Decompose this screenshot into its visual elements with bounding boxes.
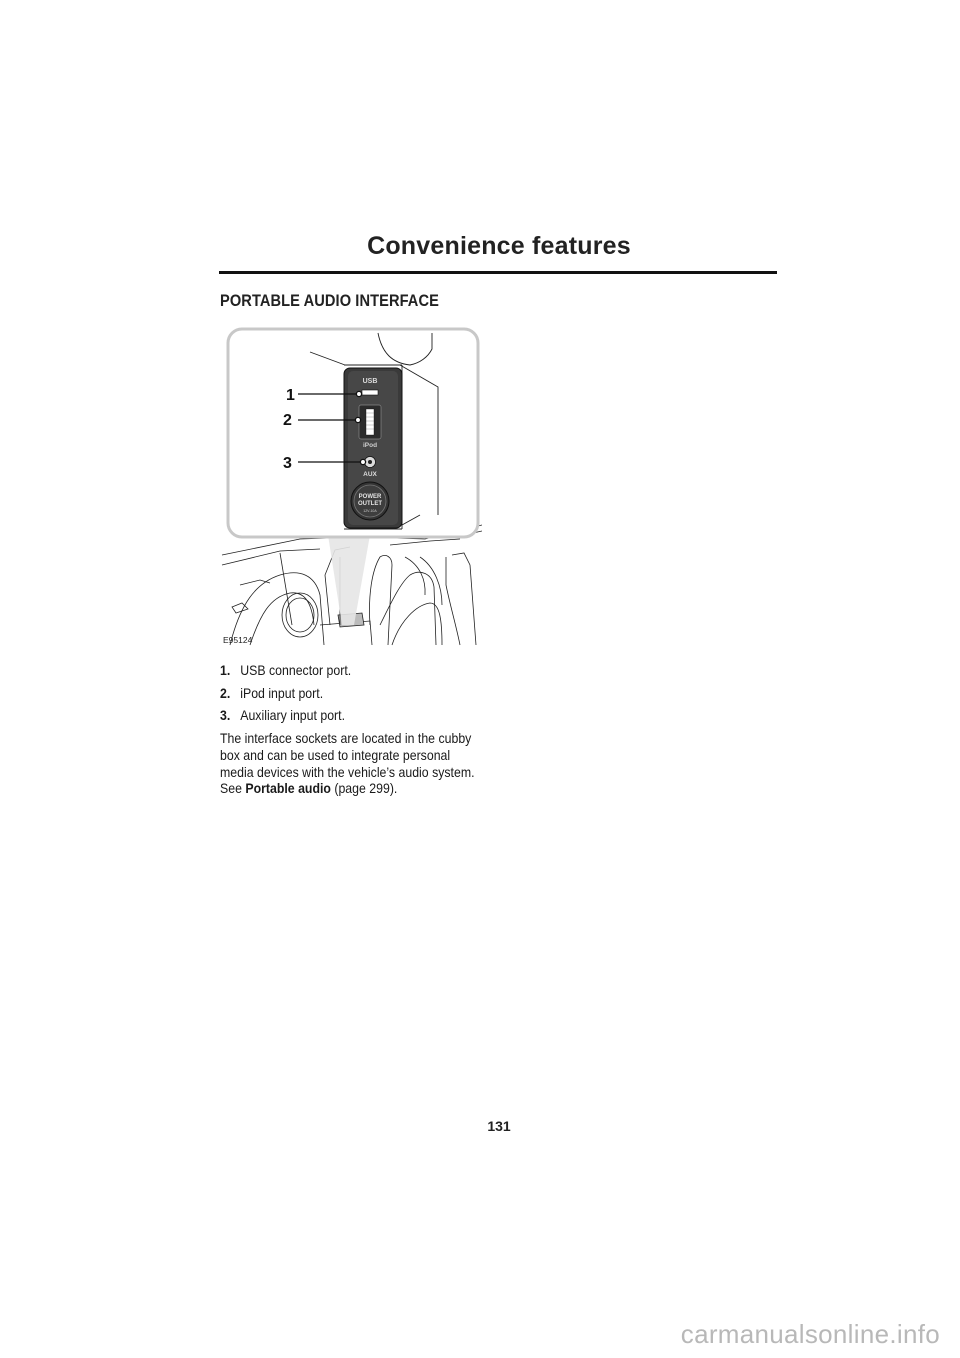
audio-interface-figure (220, 325, 482, 650)
usb-port-icon (362, 390, 378, 395)
ipod-label: iPod (362, 442, 378, 449)
outlet-label-line1: POWER (358, 494, 382, 500)
body-paragraph (220, 730, 484, 797)
list-item-text: USB connector port. (240, 662, 352, 678)
list-item-number: 2. (220, 684, 231, 701)
page-number: 131 (487, 1118, 511, 1134)
list-item (220, 661, 351, 684)
portable-audio-link[interactable]: Portable audio (245, 780, 331, 797)
figure-code: E95124 (223, 635, 253, 645)
header-rule (219, 271, 777, 274)
aux-label: AUX (363, 471, 377, 478)
section-heading: PORTABLE AUDIO INTERFACE (220, 291, 439, 310)
callout-number-1: 1 (286, 387, 295, 404)
chapter-title: Convenience features (367, 232, 631, 260)
usb-label: USB (362, 378, 378, 385)
list-item (220, 706, 351, 729)
paragraph-page-ref: (page 299). (330, 780, 398, 797)
watermark: carmanualsonline.info (680, 1319, 940, 1349)
callout-number-2: 2 (283, 412, 292, 429)
callout-number-3: 3 (283, 455, 292, 472)
list-item-text: Auxiliary input port. (240, 707, 346, 723)
list-item (220, 684, 351, 707)
port-list (220, 661, 369, 729)
list-item-number: 1. (220, 662, 231, 678)
list-item-number: 3. (220, 707, 231, 723)
list-item-text: iPod input port. (240, 684, 324, 701)
callout-beam (328, 535, 370, 625)
outlet-label-line2: OUTLET (358, 501, 382, 507)
paragraph-text: The interface sockets are located in the cubby box and can be used to integrate personal media devices with the vehicle’s audio system. See (220, 730, 475, 797)
outlet-rating: 12V-10A (363, 509, 377, 513)
